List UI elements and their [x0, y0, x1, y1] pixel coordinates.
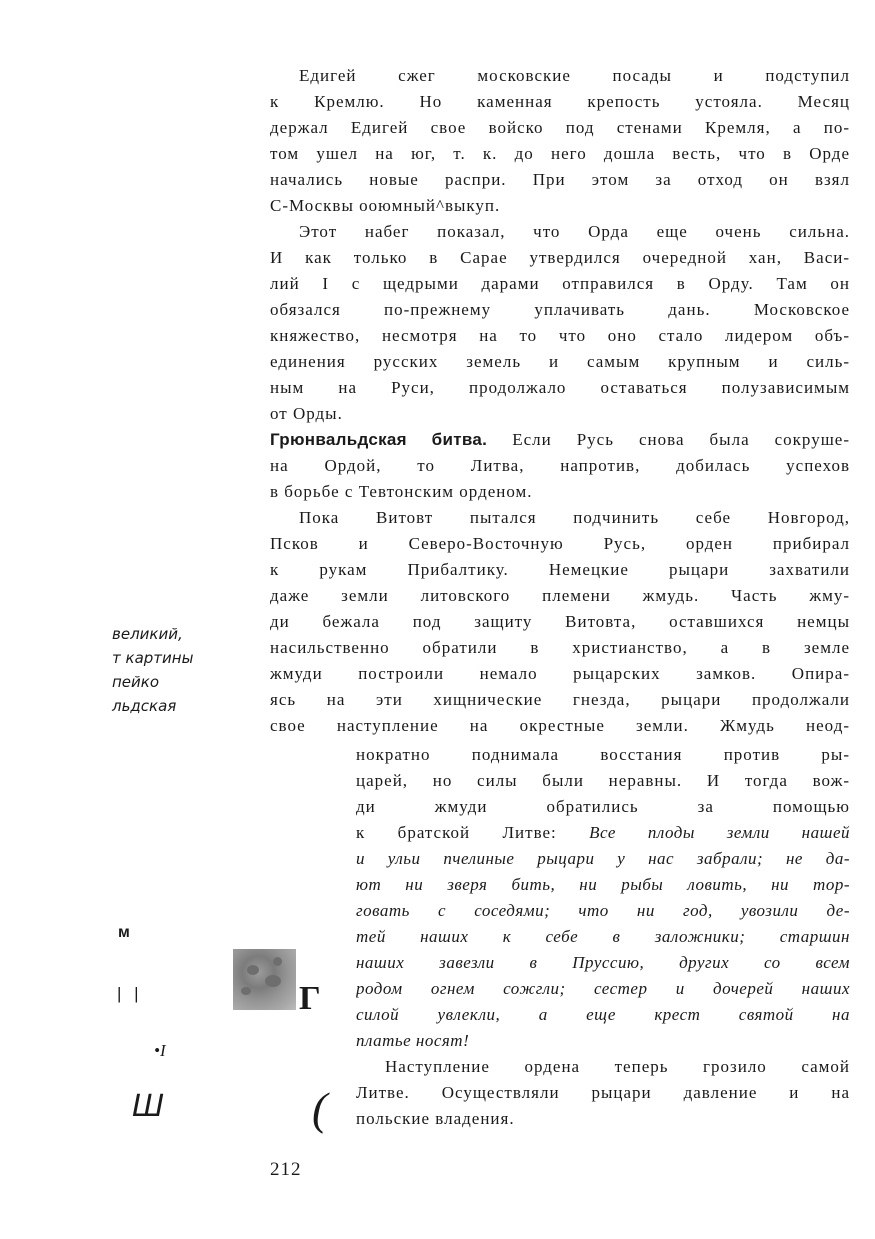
text-line: ди жмуди обратились за помощью: [356, 797, 850, 816]
text-line: царей, но силы были неравны. И тогда вож-: [356, 771, 850, 790]
text-line: [356, 820, 850, 846]
text-line: даже земли литовского племени жмудь. Часть жму-: [270, 586, 850, 605]
text-line: нократно поднимала восстания против ры-: [356, 745, 850, 764]
text-line: держал Едигей свое войско под стенами Кремля, а по-: [270, 118, 850, 137]
margin-fragment-sh: Ш: [132, 1089, 165, 1124]
caption-line: льдская: [112, 697, 177, 715]
margin-fragment-dot: •I: [154, 1041, 166, 1060]
text-line: польские владения.: [356, 1109, 515, 1128]
text-line: Псков и Северо-Восточную Русь, орден прибирал: [270, 534, 850, 553]
text-line: ди бежала под защиту Витовта, оставшихся немцы: [270, 612, 850, 631]
text-line: Пока Витовт пытался подчинить себе Новгород,: [299, 508, 850, 527]
caption-line: великий,: [112, 625, 183, 643]
photo-speck: [247, 965, 259, 975]
quote-line: говать с соседями; что ни год, увозили де-: [356, 901, 850, 920]
quote-line: родом огнем сожгли; сестер и дочерей наших: [356, 979, 850, 998]
caption-line: т картины: [112, 649, 194, 667]
main-text-column: [270, 63, 850, 739]
section-heading-line: [270, 427, 850, 453]
text-line: единения русских земель и самым крупным и силь-: [270, 352, 850, 371]
margin-fragment-m: м: [118, 924, 130, 941]
photo-speck: [265, 975, 281, 987]
caption-line: пейко: [112, 673, 160, 691]
quote-line: тей наших к себе в заложники; старшин: [356, 927, 850, 946]
quote-line: ют ни зверя бить, ни рыбы ловить, ни тор-: [356, 875, 850, 894]
text-line: Наступление ордена теперь грозило самой: [385, 1057, 850, 1076]
text-line: Едигей сжег московские посады и подступил: [299, 66, 850, 85]
text-line: княжество, несмотря на то что оно стало лидером объ-: [270, 326, 850, 345]
parenthesis-fragment: (: [312, 1083, 328, 1134]
text-line: ясь на эти хищнические гнезда, рыцари продолжали: [270, 690, 850, 709]
text-line: от Орды.: [270, 404, 343, 423]
margin-fragment-bars: | |: [117, 984, 143, 1003]
text-line: на Ордой, то Литва, напротив, добилась успехов: [270, 456, 850, 475]
text-line: ным на Руси, продолжало оставаться полузависимым: [270, 378, 850, 397]
text-line: лий I с щедрыми дарами отправился в Орду. Там он: [270, 274, 850, 293]
illustration-fragment: [233, 949, 296, 1010]
section-heading: Грюнвальдская битва.: [270, 430, 488, 449]
text-line: начались новые распри. При этом за отход он взял: [270, 170, 850, 189]
photo-speck: [241, 987, 251, 995]
text-line: к рукам Прибалтику. Немецкие рыцари захватили: [270, 560, 850, 579]
drop-letter-fragment: Г: [299, 980, 321, 1017]
text-line: насильственно обратили в христианство, а в земле: [270, 638, 850, 657]
text-run: к братской Литве:: [356, 823, 590, 842]
text-line: в борьбе с Тевтонским орденом.: [270, 482, 533, 501]
text-line: И как только в Сарае утвердился очередной хан, Васи-: [270, 248, 850, 267]
narrow-text-column: [356, 742, 850, 1054]
quote-line: платье носят!: [356, 1031, 470, 1050]
quote-line: и ульи пчелиные рыцари у нас забрали; не да-: [356, 849, 850, 868]
text-line: жмуди построили немало рыцарских замков. Опира-: [270, 664, 850, 683]
text-line: Этот набег показал, что Орда еще очень сильна.: [299, 222, 850, 241]
text-line: Литве. Осуществляли рыцари давление и на: [356, 1083, 850, 1102]
page-number: 212: [270, 1159, 302, 1180]
text-line: С-Москвы ооюмный^выкуп.: [270, 196, 501, 215]
text-line: к Кремлю. Но каменная крепость устояла. Месяц: [270, 92, 850, 111]
text-line: свое наступление на окрестные земли. Жмудь неод-: [270, 716, 850, 735]
quote-line: силой увлекли, а еще крест святой на: [356, 1005, 850, 1024]
text-run: Если Русь снова была сокруше-: [512, 430, 850, 449]
photo-speck: [273, 957, 282, 966]
closing-paragraph: [356, 1054, 850, 1132]
quote-line: наших завезли в Пруссию, других со всем: [356, 953, 850, 972]
quote-run: Все плоды земли нашей: [589, 823, 850, 842]
text-line: обязался по-прежнему уплачивать дань. Московское: [270, 300, 850, 319]
text-line: том ушел на юг, т. к. до него дошла весть, что в Орде: [270, 144, 850, 163]
illustration-caption: [112, 622, 242, 718]
